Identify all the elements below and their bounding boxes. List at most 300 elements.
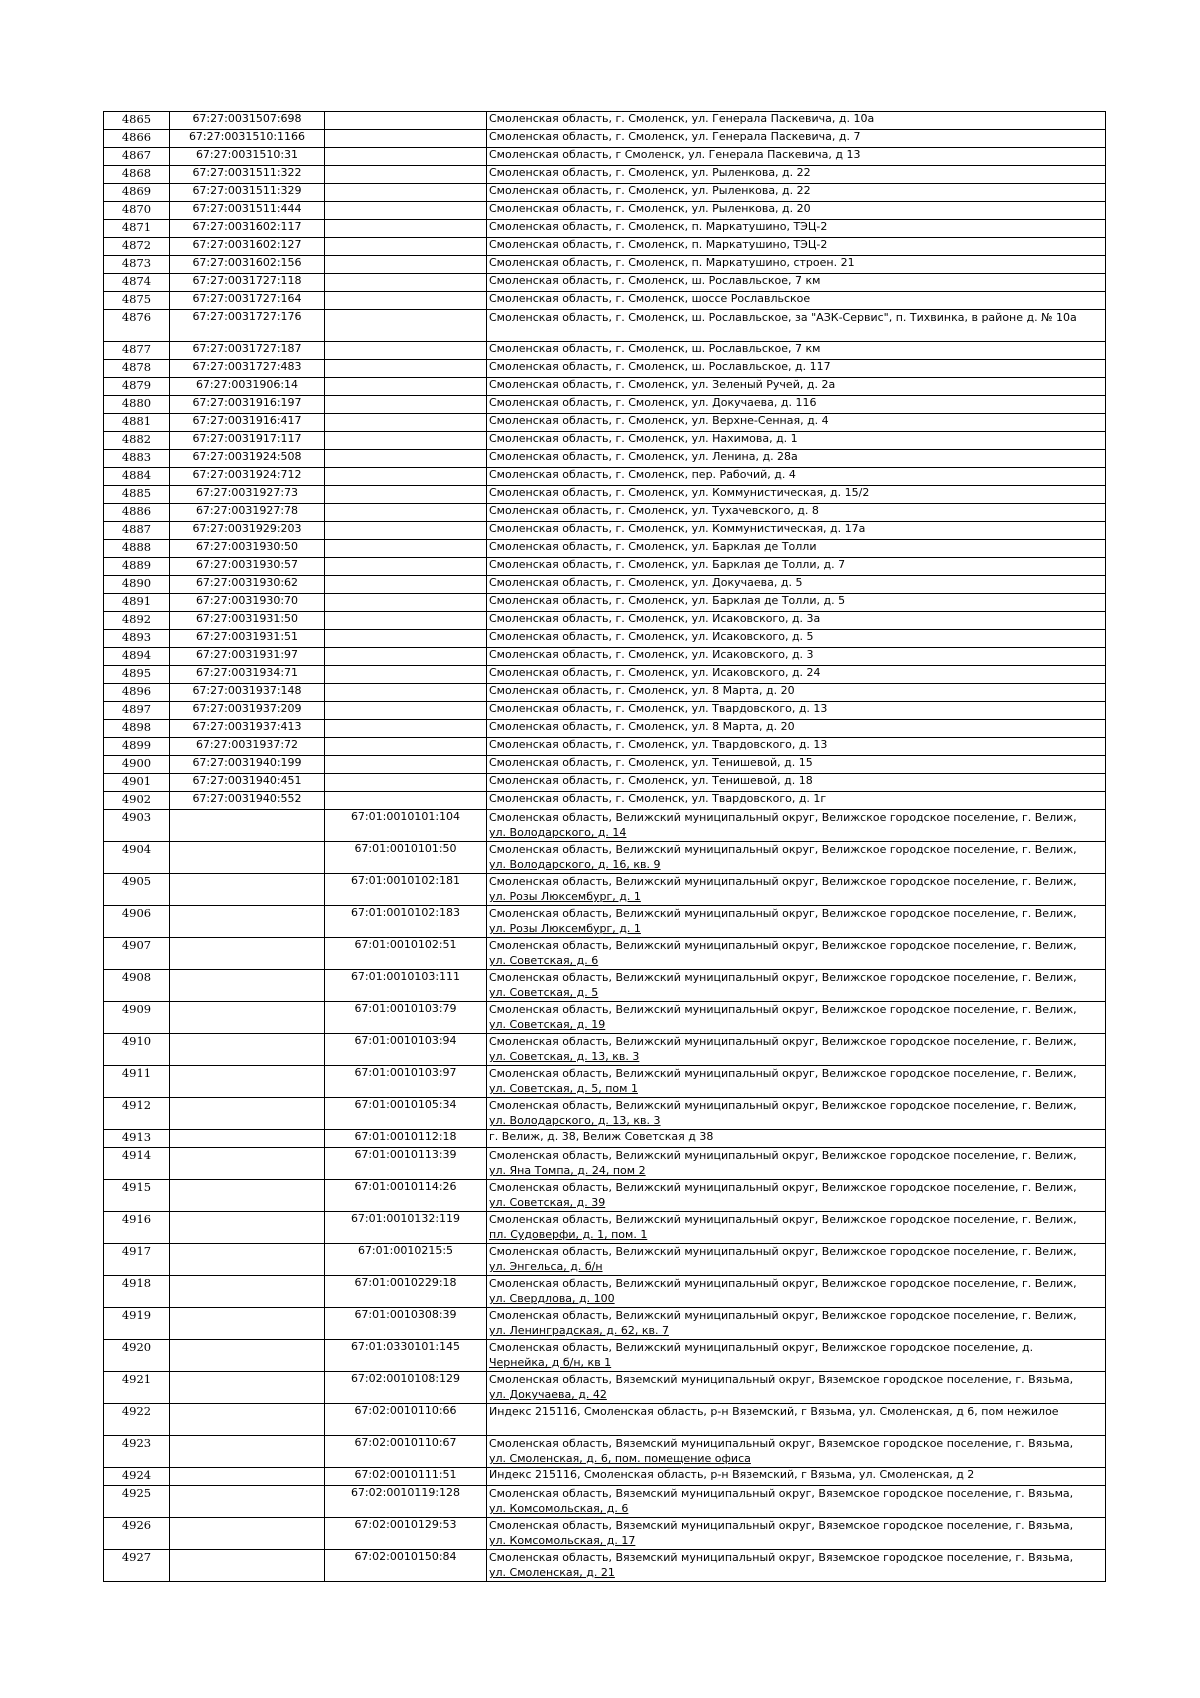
address-cell xyxy=(487,468,1106,486)
row-number-cell: 4922 xyxy=(104,1404,170,1436)
table-row xyxy=(104,148,1106,166)
cadastral-number-cell xyxy=(325,648,487,666)
row-number-cell: 4905 xyxy=(104,874,170,906)
cadastral-number-cell xyxy=(325,396,487,414)
address-cell xyxy=(487,1404,1106,1436)
table-row xyxy=(104,238,1106,256)
table-row xyxy=(104,1244,1106,1276)
table-row xyxy=(104,810,1106,842)
cadastral-number-cell: 67:01:0010229:18 xyxy=(325,1276,487,1308)
address-line: Смоленская область, г. Смоленск, ул. Тенишевой, д. 18 xyxy=(489,774,813,787)
address-cell xyxy=(487,130,1106,148)
address-cell xyxy=(487,684,1106,702)
cadastral-number-cell: 67:27:0031510:1166 xyxy=(170,130,325,148)
table-body xyxy=(104,112,1106,1582)
row-number-cell: 4923 xyxy=(104,1436,170,1468)
address-cell xyxy=(487,1180,1106,1212)
cadastral-number-cell xyxy=(170,1436,325,1468)
table-row xyxy=(104,292,1106,310)
table-row xyxy=(104,1034,1106,1066)
address-cell xyxy=(487,1468,1106,1486)
address-cell xyxy=(487,396,1106,414)
cadastral-number-cell xyxy=(325,342,487,360)
address-line: Смоленская область, Велижский муниципальный округ, Велижское городское поселение, г. Велиж, xyxy=(489,907,1077,920)
address-line: Смоленская область, г. Смоленск, шоссе Рославльское xyxy=(489,292,811,305)
address-line: Смоленская область, г. Смоленск, ул. 8 Марта, д. 20 xyxy=(489,720,795,733)
address-line: Смоленская область, г. Смоленск, ул. Генерала Паскевича, д. 7 xyxy=(489,130,861,143)
cadastral-number-cell: 67:02:0010108:129 xyxy=(325,1372,487,1404)
cadastral-number-cell xyxy=(170,1066,325,1098)
address-line: г. Велиж, д. 38, Велиж Советская д 38 xyxy=(489,1130,714,1143)
address-line: Смоленская область, Вяземский муниципальный округ, Вяземское городское поселение, г. Вязьма, xyxy=(489,1487,1074,1500)
cadastral-number-cell xyxy=(325,630,487,648)
table-row xyxy=(104,874,1106,906)
cadastral-number-cell: 67:27:0031929:203 xyxy=(170,522,325,540)
row-number-cell: 4907 xyxy=(104,938,170,970)
address-cell xyxy=(487,414,1106,432)
row-number-cell: 4868 xyxy=(104,166,170,184)
row-number-cell: 4865 xyxy=(104,112,170,130)
row-number-cell: 4913 xyxy=(104,1130,170,1148)
row-number-cell: 4924 xyxy=(104,1468,170,1486)
row-number-cell: 4909 xyxy=(104,1002,170,1034)
address-line: ул. Володарского, д. 14 xyxy=(489,826,627,839)
cadastral-number-cell xyxy=(325,360,487,378)
row-number-cell: 4898 xyxy=(104,720,170,738)
address-line: Смоленская область, Велижский муниципальный округ, Велижское городское поселение, г. Велиж, xyxy=(489,971,1077,984)
cadastral-number-cell: 67:27:0031917:117 xyxy=(170,432,325,450)
address-line: Смоленская область, г. Смоленск, п. Маркатушино, строен. 21 xyxy=(489,256,855,269)
table-row xyxy=(104,842,1106,874)
address-cell xyxy=(487,702,1106,720)
cadastral-number-cell xyxy=(170,1404,325,1436)
cadastral-number-cell xyxy=(325,612,487,630)
address-cell xyxy=(487,810,1106,842)
cadastral-number-cell: 67:27:0031602:156 xyxy=(170,256,325,274)
cadastral-number-cell xyxy=(325,738,487,756)
cadastral-number-cell: 67:01:0010114:26 xyxy=(325,1180,487,1212)
cadastral-number-cell: 67:27:0031727:176 xyxy=(170,310,325,342)
address-cell xyxy=(487,1066,1106,1098)
cadastral-number-cell: 67:01:0010103:97 xyxy=(325,1066,487,1098)
address-line: ул. Советская, д. 5 xyxy=(489,986,599,999)
row-number-cell: 4918 xyxy=(104,1276,170,1308)
table-row xyxy=(104,1098,1106,1130)
cadastral-number-cell xyxy=(170,1550,325,1582)
address-line: Смоленская область, г. Смоленск, ул. Коммунистическая, д. 17а xyxy=(489,522,866,535)
address-line: Смоленская область, г. Смоленск, ул. Исаковского, д. 5 xyxy=(489,630,814,643)
table-row xyxy=(104,1550,1106,1582)
address-cell xyxy=(487,938,1106,970)
row-number-cell: 4895 xyxy=(104,666,170,684)
cadastral-number-cell: 67:01:0010113:39 xyxy=(325,1148,487,1180)
cadastral-number-cell: 67:01:0010102:181 xyxy=(325,874,487,906)
address-line: Смоленская область, г. Смоленск, ул. Твардовского, д. 13 xyxy=(489,738,828,751)
table-row xyxy=(104,970,1106,1002)
cadastral-number-cell xyxy=(325,292,487,310)
table-row xyxy=(104,1404,1106,1436)
cadastral-number-cell: 67:02:0010129:53 xyxy=(325,1518,487,1550)
cadastral-table xyxy=(103,111,1106,1582)
row-number-cell: 4906 xyxy=(104,906,170,938)
cadastral-number-cell: 67:01:0010102:51 xyxy=(325,938,487,970)
table-row xyxy=(104,1066,1106,1098)
cadastral-number-cell: 67:27:0031940:552 xyxy=(170,792,325,810)
address-line: Смоленская область, г. Смоленск, ш. Рославльское, 7 км xyxy=(489,274,821,287)
table-row xyxy=(104,1276,1106,1308)
cadastral-number-cell: 67:01:0330101:145 xyxy=(325,1340,487,1372)
table-row xyxy=(104,648,1106,666)
cadastral-number-cell: 67:27:0031937:148 xyxy=(170,684,325,702)
address-cell xyxy=(487,612,1106,630)
cadastral-number-cell xyxy=(325,310,487,342)
address-line: ул. Комсомольская, д. 6 xyxy=(489,1502,629,1515)
address-cell xyxy=(487,906,1106,938)
cadastral-number-cell: 67:27:0031511:322 xyxy=(170,166,325,184)
row-number-cell: 4904 xyxy=(104,842,170,874)
address-line: Смоленская область, Велижский муниципальный округ, Велижское городское поселение, г. Велиж, xyxy=(489,875,1077,888)
address-line: Смоленская область, г. Смоленск, ул. Исаковского, д. 24 xyxy=(489,666,821,679)
table-row xyxy=(104,342,1106,360)
table-row xyxy=(104,756,1106,774)
address-line: Смоленская область, Велижский муниципальный округ, Велижское городское поселение, г. Велиж, xyxy=(489,1245,1077,1258)
address-cell xyxy=(487,166,1106,184)
table-row xyxy=(104,130,1106,148)
table-row xyxy=(104,738,1106,756)
cadastral-number-cell: 67:27:0031727:118 xyxy=(170,274,325,292)
cadastral-number-cell xyxy=(325,450,487,468)
table-row xyxy=(104,1308,1106,1340)
address-cell xyxy=(487,148,1106,166)
address-line: Смоленская область, г. Смоленск, пер. Рабочий, д. 4 xyxy=(489,468,796,481)
table-row xyxy=(104,612,1106,630)
row-number-cell: 4882 xyxy=(104,432,170,450)
row-number-cell: 4912 xyxy=(104,1098,170,1130)
address-line: Смоленская область, г. Смоленск, ул. 8 Марта, д. 20 xyxy=(489,684,795,697)
cadastral-number-cell: 67:01:0010103:79 xyxy=(325,1002,487,1034)
cadastral-number-cell xyxy=(170,1180,325,1212)
address-cell xyxy=(487,1276,1106,1308)
cadastral-number-cell xyxy=(325,792,487,810)
row-number-cell: 4919 xyxy=(104,1308,170,1340)
table-row xyxy=(104,450,1106,468)
row-number-cell: 4881 xyxy=(104,414,170,432)
table-row xyxy=(104,220,1106,238)
address-cell xyxy=(487,274,1106,292)
table-row xyxy=(104,906,1106,938)
address-cell xyxy=(487,1130,1106,1148)
address-line: Смоленская область, Велижский муниципальный округ, Велижское городское поселение, г. Велиж, xyxy=(489,1181,1077,1194)
cadastral-number-cell xyxy=(170,906,325,938)
cadastral-number-cell xyxy=(170,810,325,842)
address-cell xyxy=(487,292,1106,310)
address-cell xyxy=(487,648,1106,666)
cadastral-number-cell: 67:02:0010150:84 xyxy=(325,1550,487,1582)
table-row xyxy=(104,630,1106,648)
cadastral-number-cell: 67:27:0031940:199 xyxy=(170,756,325,774)
address-cell xyxy=(487,630,1106,648)
row-number-cell: 4901 xyxy=(104,774,170,792)
cadastral-number-cell xyxy=(170,1212,325,1244)
address-cell xyxy=(487,540,1106,558)
cadastral-number-cell: 67:27:0031931:97 xyxy=(170,648,325,666)
address-line: Смоленская область, г. Смоленск, ул. Барклая де Толли, д. 5 xyxy=(489,594,846,607)
address-cell xyxy=(487,1002,1106,1034)
row-number-cell: 4884 xyxy=(104,468,170,486)
address-line: ул. Володарского, д. 13, кв. 3 xyxy=(489,1114,661,1127)
address-cell xyxy=(487,256,1106,274)
row-number-cell: 4926 xyxy=(104,1518,170,1550)
cadastral-number-cell xyxy=(325,486,487,504)
table-row xyxy=(104,378,1106,396)
row-number-cell: 4903 xyxy=(104,810,170,842)
cadastral-number-cell: 67:27:0031931:50 xyxy=(170,612,325,630)
address-cell xyxy=(487,184,1106,202)
cadastral-number-cell: 67:01:0010105:34 xyxy=(325,1098,487,1130)
address-cell xyxy=(487,738,1106,756)
address-line: Смоленская область, Велижский муниципальный округ, Велижское городское поселение, г. Велиж, xyxy=(489,1003,1077,1016)
table-row xyxy=(104,468,1106,486)
cadastral-number-cell xyxy=(325,202,487,220)
row-number-cell: 4902 xyxy=(104,792,170,810)
cadastral-number-cell xyxy=(325,684,487,702)
table-row xyxy=(104,310,1106,342)
cadastral-number-cell xyxy=(325,702,487,720)
address-cell xyxy=(487,1372,1106,1404)
address-line: ул. Комсомольская, д. 17 xyxy=(489,1534,636,1547)
address-line: Смоленская область, г. Смоленск, ул. Верхне-Сенная, д. 4 xyxy=(489,414,829,427)
row-number-cell: 4915 xyxy=(104,1180,170,1212)
cadastral-number-cell: 67:27:0031507:698 xyxy=(170,112,325,130)
address-cell xyxy=(487,1034,1106,1066)
table-row xyxy=(104,112,1106,130)
address-line: Смоленская область, г. Смоленск, ш. Рославльское, за "АЗК-Сервис", п. Тихвинка, в районе д. № 10а xyxy=(489,311,1077,324)
address-line: ул. Советская, д. 39 xyxy=(489,1196,606,1209)
address-line: Смоленская область, г. Смоленск, ул. Ленина, д. 28а xyxy=(489,450,798,463)
cadastral-number-cell xyxy=(170,1308,325,1340)
address-cell xyxy=(487,450,1106,468)
cadastral-number-cell: 67:01:0010101:50 xyxy=(325,842,487,874)
row-number-cell: 4878 xyxy=(104,360,170,378)
address-cell xyxy=(487,1518,1106,1550)
table-row xyxy=(104,432,1106,450)
cadastral-number-cell xyxy=(325,576,487,594)
cadastral-number-cell xyxy=(325,720,487,738)
table-row xyxy=(104,1130,1106,1148)
row-number-cell: 4893 xyxy=(104,630,170,648)
address-line: ул. Энгельса, д. б/н xyxy=(489,1260,603,1273)
cadastral-number-cell: 67:27:0031930:62 xyxy=(170,576,325,594)
cadastral-number-cell xyxy=(325,594,487,612)
table-row xyxy=(104,166,1106,184)
cadastral-number-cell xyxy=(170,1518,325,1550)
cadastral-number-cell: 67:27:0031927:78 xyxy=(170,504,325,522)
row-number-cell: 4920 xyxy=(104,1340,170,1372)
address-line: Смоленская область, Велижский муниципальный округ, Велижское городское поселение, г. Велиж, xyxy=(489,1149,1077,1162)
address-line: ул. Советская, д. 6 xyxy=(489,954,599,967)
row-number-cell: 4873 xyxy=(104,256,170,274)
address-line: ул. Докучаева, д. 42 xyxy=(489,1388,607,1401)
table-row xyxy=(104,540,1106,558)
cadastral-number-cell xyxy=(170,1002,325,1034)
row-number-cell: 4911 xyxy=(104,1066,170,1098)
address-cell xyxy=(487,1148,1106,1180)
address-cell xyxy=(487,220,1106,238)
address-line: Смоленская область, г. Смоленск, ул. Тухачевского, д. 8 xyxy=(489,504,819,517)
table-row xyxy=(104,594,1106,612)
cadastral-number-cell: 67:27:0031727:164 xyxy=(170,292,325,310)
cadastral-number-cell xyxy=(325,166,487,184)
address-line: Смоленская область, г. Смоленск, ул. Твардовского, д. 13 xyxy=(489,702,828,715)
cadastral-number-cell xyxy=(170,1148,325,1180)
row-number-cell: 4872 xyxy=(104,238,170,256)
cadastral-number-cell: 67:27:0031924:508 xyxy=(170,450,325,468)
table-row xyxy=(104,396,1106,414)
address-line: ул. Советская, д. 5, пом 1 xyxy=(489,1082,638,1095)
address-cell xyxy=(487,310,1106,342)
row-number-cell: 4867 xyxy=(104,148,170,166)
address-line: ул. Яна Томпа, д. 24, пом 2 xyxy=(489,1164,646,1177)
cadastral-number-cell: 67:27:0031930:50 xyxy=(170,540,325,558)
address-line: Смоленская область, Велижский муниципальный округ, Велижское городское поселение, г. Велиж, xyxy=(489,1067,1077,1080)
address-line: Смоленская область, Вяземский муниципальный округ, Вяземское городское поселение, г. Вязьма, xyxy=(489,1373,1074,1386)
row-number-cell: 4871 xyxy=(104,220,170,238)
row-number-cell: 4925 xyxy=(104,1486,170,1518)
row-number-cell: 4891 xyxy=(104,594,170,612)
document-page xyxy=(103,111,1105,1582)
address-line: Смоленская область, г. Смоленск, ш. Рославльское, 7 км xyxy=(489,342,821,355)
address-cell xyxy=(487,792,1106,810)
row-number-cell: 4876 xyxy=(104,310,170,342)
address-line: Смоленская область, г. Смоленск, п. Маркатушино, ТЭЦ-2 xyxy=(489,238,828,251)
row-number-cell: 4890 xyxy=(104,576,170,594)
address-cell xyxy=(487,1486,1106,1518)
row-number-cell: 4870 xyxy=(104,202,170,220)
cadastral-number-cell xyxy=(325,378,487,396)
table-row xyxy=(104,1340,1106,1372)
cadastral-number-cell: 67:27:0031511:444 xyxy=(170,202,325,220)
table-row xyxy=(104,202,1106,220)
address-cell xyxy=(487,238,1106,256)
row-number-cell: 4875 xyxy=(104,292,170,310)
cadastral-number-cell xyxy=(170,938,325,970)
address-line: Индекс 215116, Смоленская область, р-н Вяземский, г Вязьма, ул. Смоленская, д 2 xyxy=(489,1468,975,1481)
address-cell xyxy=(487,576,1106,594)
cadastral-number-cell xyxy=(325,468,487,486)
cadastral-number-cell xyxy=(325,558,487,576)
table-row xyxy=(104,504,1106,522)
cadastral-number-cell xyxy=(325,774,487,792)
row-number-cell: 4921 xyxy=(104,1372,170,1404)
table-row xyxy=(104,576,1106,594)
address-cell xyxy=(487,842,1106,874)
address-cell xyxy=(487,432,1106,450)
address-line: Смоленская область, г. Смоленск, ул. Рыленкова, д. 20 xyxy=(489,202,811,215)
table-row xyxy=(104,274,1106,292)
cadastral-number-cell: 67:27:0031510:31 xyxy=(170,148,325,166)
table-row xyxy=(104,184,1106,202)
address-line: Смоленская область, г. Смоленск, ул. Рыленкова, д. 22 xyxy=(489,166,811,179)
cadastral-number-cell: 67:01:0010103:94 xyxy=(325,1034,487,1066)
row-number-cell: 4897 xyxy=(104,702,170,720)
table-row xyxy=(104,666,1106,684)
row-number-cell: 4892 xyxy=(104,612,170,630)
address-line: ул. Володарского, д. 16, кв. 9 xyxy=(489,858,661,871)
cadastral-number-cell xyxy=(170,1468,325,1486)
row-number-cell: 4916 xyxy=(104,1212,170,1244)
table-row xyxy=(104,938,1106,970)
table-row xyxy=(104,792,1106,810)
address-line: ул. Смоленская, д. 21 xyxy=(489,1566,615,1579)
address-cell xyxy=(487,342,1106,360)
address-line: ул. Розы Люксембург, д. 1 xyxy=(489,922,641,935)
cadastral-number-cell: 67:27:0031906:14 xyxy=(170,378,325,396)
address-line: Чернейка, д б/н, кв 1 xyxy=(489,1356,612,1369)
cadastral-number-cell: 67:27:0031924:712 xyxy=(170,468,325,486)
address-line: Смоленская область, Велижский муниципальный округ, Велижское городское поселение, г. Велиж, xyxy=(489,939,1077,952)
cadastral-number-cell: 67:27:0031940:451 xyxy=(170,774,325,792)
address-line: Смоленская область, г. Смоленск, ул. Барклая де Толли, д. 7 xyxy=(489,558,846,571)
address-line: Индекс 215116, Смоленская область, р-н Вяземский, г Вязьма, ул. Смоленская, д 6, пом нежилое xyxy=(489,1405,1059,1418)
address-cell xyxy=(487,970,1106,1002)
address-cell xyxy=(487,360,1106,378)
cadastral-number-cell: 67:27:0031727:187 xyxy=(170,342,325,360)
cadastral-number-cell xyxy=(325,274,487,292)
row-number-cell: 4927 xyxy=(104,1550,170,1582)
address-line: Смоленская область, г. Смоленск, ул. Докучаева, д. 116 xyxy=(489,396,817,409)
address-cell xyxy=(487,874,1106,906)
address-line: Смоленская область, г Смоленск, ул. Генерала Паскевича, д 13 xyxy=(489,148,861,161)
cadastral-number-cell xyxy=(170,1034,325,1066)
cadastral-number-cell xyxy=(170,842,325,874)
row-number-cell: 4883 xyxy=(104,450,170,468)
address-line: Смоленская область, Велижский муниципальный округ, Велижское городское поселение, г. Велиж, xyxy=(489,1277,1077,1290)
table-row xyxy=(104,1518,1106,1550)
table-row xyxy=(104,486,1106,504)
cadastral-number-cell: 67:02:0010111:51 xyxy=(325,1468,487,1486)
address-cell xyxy=(487,504,1106,522)
address-line: Смоленская область, г. Смоленск, ул. Генерала Паскевича, д. 10а xyxy=(489,112,875,125)
address-line: ул. Свердлова, д. 100 xyxy=(489,1292,615,1305)
cadastral-number-cell: 67:27:0031727:483 xyxy=(170,360,325,378)
cadastral-number-cell xyxy=(325,522,487,540)
cadastral-number-cell: 67:27:0031602:117 xyxy=(170,220,325,238)
address-line: Смоленская область, г. Смоленск, ул. Нахимова, д. 1 xyxy=(489,432,798,445)
address-cell xyxy=(487,774,1106,792)
table-row xyxy=(104,360,1106,378)
address-cell xyxy=(487,720,1106,738)
table-row xyxy=(104,414,1106,432)
cadastral-number-cell: 67:27:0031937:72 xyxy=(170,738,325,756)
table-row xyxy=(104,1180,1106,1212)
table-row xyxy=(104,1148,1106,1180)
address-line: ул. Смоленская, д. 6, пом. помещение офиса xyxy=(489,1452,751,1465)
cadastral-number-cell: 67:27:0031916:197 xyxy=(170,396,325,414)
address-cell xyxy=(487,1436,1106,1468)
table-row xyxy=(104,1372,1106,1404)
cadastral-number-cell: 67:27:0031934:71 xyxy=(170,666,325,684)
row-number-cell: 4908 xyxy=(104,970,170,1002)
cadastral-number-cell: 67:01:0010102:183 xyxy=(325,906,487,938)
cadastral-number-cell xyxy=(170,970,325,1002)
row-number-cell: 4899 xyxy=(104,738,170,756)
table-row xyxy=(104,1486,1106,1518)
address-cell xyxy=(487,1308,1106,1340)
address-cell xyxy=(487,486,1106,504)
address-cell xyxy=(487,1340,1106,1372)
cadastral-number-cell xyxy=(325,414,487,432)
address-line: ул. Розы Люксембург, д. 1 xyxy=(489,890,641,903)
